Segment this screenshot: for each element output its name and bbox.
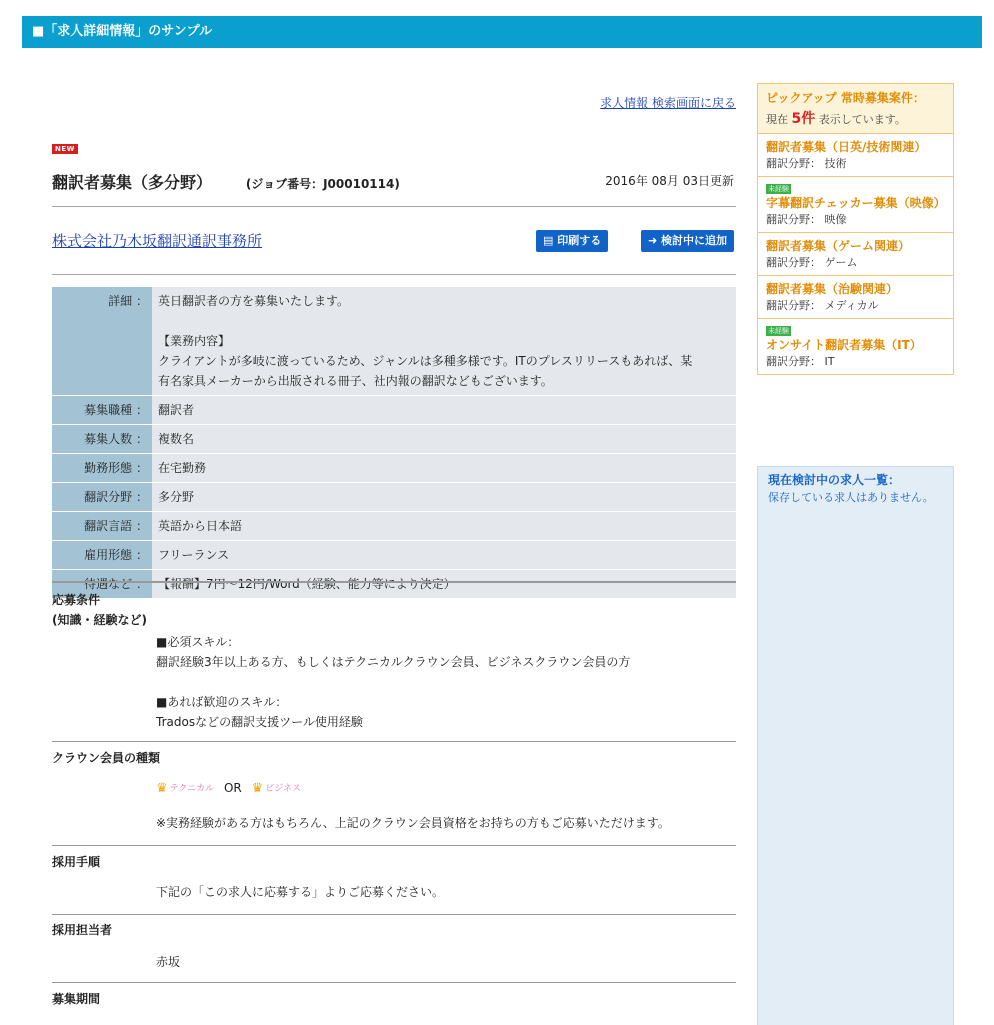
conditions-line: 翻訳経験3年以上ある方、もしくはテクニカルクラウン会員、ビジネスクラウン会員の方 [156, 655, 631, 669]
conditions-body [156, 632, 736, 732]
detail-value [152, 454, 736, 483]
pickup-count [766, 108, 945, 128]
detail-row [52, 483, 736, 512]
conditions-subhead: (知識・経験など) [52, 613, 147, 627]
crown-icon: ♛ [251, 781, 264, 796]
detail-label: 勤務形態 ： [52, 454, 152, 483]
title-row [52, 170, 736, 192]
conditions-line: ■あれば歓迎のスキル： [156, 695, 288, 709]
company-row [52, 230, 736, 254]
company-link[interactable]: 株式会社乃木坂翻訳通訳事務所 [52, 232, 263, 250]
divider [52, 982, 736, 983]
detail-value-line: 英語から日本語 [158, 519, 243, 533]
divider [52, 581, 736, 583]
detail-value-line: 【業務内容】 [158, 334, 231, 348]
pickup-item-field: 翻訳分野： メディカル [766, 299, 879, 312]
process-section [52, 852, 736, 902]
pickup-item[interactable] [758, 233, 953, 276]
technical-crown-label: テクニカル [169, 784, 215, 794]
divider [52, 845, 736, 846]
divider [52, 741, 736, 742]
or-text: OR [223, 781, 242, 795]
conditions-section [52, 590, 736, 732]
pickup-item-title[interactable]: 字幕翻訳チェッカー募集（映像） [766, 196, 946, 210]
detail-value-line: 多分野 [158, 490, 195, 504]
detail-value-line [158, 311, 730, 331]
period-head: 募集期間 [52, 992, 101, 1006]
pickup-item-field: 翻訳分野： 映像 [766, 213, 847, 226]
pickup-header [758, 84, 953, 134]
detail-value [152, 287, 736, 396]
contact-section [52, 920, 736, 972]
printer-icon: ▤ [543, 234, 558, 247]
detail-row [52, 396, 736, 425]
crown-icon: ♛ [156, 781, 168, 796]
new-badge: NEW [52, 144, 78, 154]
detail-value-line: 【報酬】7円〜12円/Word（経験、能力等により決定） [158, 577, 456, 591]
detail-label-text: 募集職種 [84, 403, 133, 417]
add-button-label: 検討中に追加 [661, 234, 728, 247]
pickup-count-prefix: 現在 [766, 113, 788, 126]
divider [52, 274, 736, 275]
detail-row [52, 454, 736, 483]
back-to-search-link[interactable]: 求人情報 検索画面に戻る [600, 96, 736, 110]
detail-value [152, 512, 736, 541]
detail-value [152, 396, 736, 425]
conditions-head: 応募条件 [52, 593, 101, 607]
detail-label: 募集人数 ： [52, 425, 152, 454]
pickup-item-title[interactable]: 翻訳者募集（日英/技術関連） [766, 140, 927, 154]
business-crown-label: ビジネス [265, 784, 301, 794]
detail-label-text: 翻訳分野 [84, 490, 133, 504]
detail-value-line: 在宅勤務 [158, 461, 207, 475]
detail-label-text: 翻訳言語 [84, 519, 133, 533]
pickup-item-title[interactable]: 翻訳者募集（治験関連） [766, 282, 899, 296]
detail-value [152, 425, 736, 454]
detail-value-line: フリーランス [158, 548, 230, 562]
job-title: 翻訳者募集（多分野） [52, 173, 213, 192]
job-number: (ジョブ番号：J00010114) [245, 177, 400, 191]
detail-label-text: 勤務形態 [84, 461, 133, 475]
detail-value-line: 翻訳者 [158, 403, 195, 417]
detail-label: 詳細 ： [52, 287, 152, 396]
detail-label: 翻訳分野 ： [52, 483, 152, 512]
detail-label-text: 雇用形態 [84, 548, 133, 562]
crown-head: クラウン会員の種類 [52, 751, 161, 765]
pickup-item[interactable] [758, 276, 953, 319]
period-section [52, 989, 736, 1009]
detail-row [52, 541, 736, 570]
pickup-count-number: 5件 [791, 111, 816, 127]
print-button[interactable] [536, 230, 608, 252]
pickup-item-title[interactable]: オンサイト翻訳者募集（IT） [766, 338, 922, 352]
process-text: 下記の「この求人に応募する」よりご応募ください。 [156, 885, 445, 899]
detail-label: 募集職種 ： [52, 396, 152, 425]
considering-text: 保存している求人はありません。 [768, 491, 934, 504]
detail-value-line: 有名家具メーカーから出版される冊子、社内報の翻訳などもございます。 [158, 374, 553, 388]
inexperienced-badge: 未経験 [768, 327, 789, 335]
crown-note: ※実務経験がある方はもちろん、上記のクラウン会員資格をお持ちの方もご応募いただけます。 [156, 816, 670, 830]
divider [52, 914, 736, 915]
pickup-item[interactable] [758, 177, 953, 233]
updated-date: 2016年 08月 03日更新 [605, 174, 734, 188]
crown-section [52, 748, 736, 833]
page-banner: ■「求人詳細情報」のサンプル [22, 16, 982, 48]
pickup-count-suffix: 表示しています。 [818, 113, 906, 126]
detail-label-text: 待遇など [84, 577, 133, 591]
detail-label: 翻訳言語 ： [52, 512, 152, 541]
pickup-item-title[interactable]: 翻訳者募集（ゲーム関連） [766, 239, 911, 253]
crown-types [156, 778, 736, 799]
detail-value-line: クライアントが多岐に渡っているため、ジャンルは多種多様です。ITのプレスリリースもあれば、某 [158, 354, 693, 368]
job-details-table [52, 287, 736, 599]
print-button-label: 印刷する [557, 234, 602, 247]
pickup-panel [757, 83, 954, 375]
detail-value-line: 英日翻訳者の方を募集いたします。 [158, 294, 350, 308]
pickup-title: ピックアップ 常時募集案件： [766, 91, 925, 105]
pickup-item-field: 翻訳分野： IT [766, 355, 835, 368]
conditions-line [156, 672, 736, 692]
detail-value [152, 483, 736, 512]
detail-value [152, 541, 736, 570]
inexperienced-badge: 未経験 [768, 185, 789, 193]
contact-head: 採用担当者 [52, 923, 113, 937]
detail-row [52, 425, 736, 454]
add-to-considering-button[interactable] [641, 230, 734, 252]
pickup-item[interactable] [758, 134, 953, 177]
divider [52, 206, 736, 207]
detail-label-text: 募集人数 [84, 432, 133, 446]
detail-label: 雇用形態 ： [52, 541, 152, 570]
pickup-item[interactable] [758, 319, 953, 374]
detail-row [52, 512, 736, 541]
process-head: 採用手順 [52, 855, 101, 869]
technical-crown-logo [156, 779, 214, 799]
pickup-item-field: 翻訳分野： ゲーム [766, 256, 858, 269]
contact-text: 赤坂 [156, 955, 181, 969]
conditions-line: Tradosなどの翻訳支援ツール使用経験 [156, 715, 363, 729]
detail-label-text: 詳細 [108, 294, 133, 308]
detail-row [52, 287, 736, 396]
business-crown-logo [252, 779, 301, 799]
detail-label: 待遇など ： [52, 570, 152, 599]
considering-panel [757, 466, 954, 1025]
considering-title: 現在検討中の求人一覧： [768, 473, 901, 487]
arrow-icon: ➜ [648, 234, 662, 247]
pickup-item-field: 翻訳分野： 技術 [766, 157, 847, 170]
detail-value-line: 複数名 [158, 432, 195, 446]
conditions-line: ■必須スキル： [156, 635, 240, 649]
